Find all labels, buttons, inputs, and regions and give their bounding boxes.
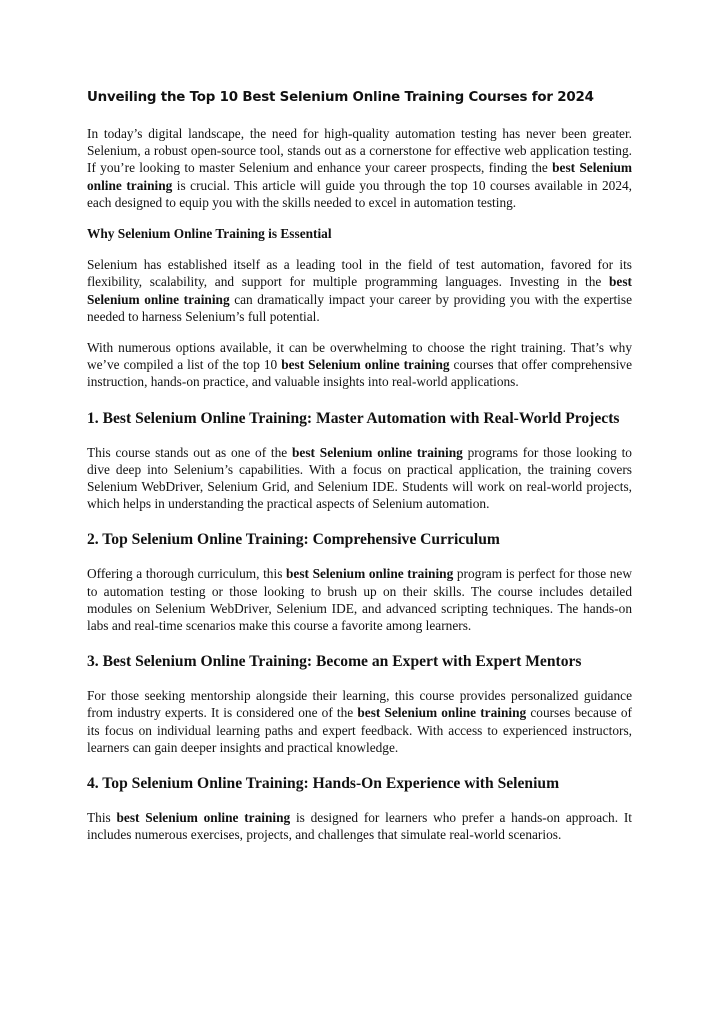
document-page (87, 88, 632, 843)
text-run: is designed for learners who prefer a hands-on approach. It includes numerous exercises, projects, and challenges that simulate real-world scenarios. (87, 810, 632, 843)
keyword-highlight: best Selenium online training (87, 160, 632, 193)
section-paragraph-4 (87, 809, 632, 843)
section-paragraph-1 (87, 444, 632, 513)
section-paragraph-3 (87, 687, 632, 756)
text-run: courses that offer comprehensive instruction, hands-on practice, and valuable insights into real-world applications. (87, 357, 632, 390)
section-heading-1: 1. Best Selenium Online Training: Master Automation with Real-World Projects (87, 409, 620, 427)
text-run: courses because of its focus on individual learning paths and expert feedback. With access to experienced instructors, learners can gain deeper insights and practical knowledge. (87, 705, 632, 755)
text-run: This (87, 810, 117, 826)
text-run: Selenium has established itself as a leading tool in the field of test automation, favored for its flexibility, scalability, and support for multiple programming languages. Investing in the (87, 257, 632, 290)
why-heading: Why Selenium Online Training is Essential (87, 226, 332, 242)
intro-paragraph (87, 125, 632, 211)
text-run: With numerous options available, it can be overwhelming to choose the right training. That’s why we’ve compiled a list of the top 10 (87, 340, 632, 373)
why-paragraph-2 (87, 339, 632, 391)
text-run: This course stands out as one of the (87, 444, 293, 460)
keyword-highlight: best Selenium online training (281, 357, 450, 373)
text-run: is crucial. This article will guide you through the top 10 courses available in 2024, each designed to equip you with the skills needed to excel in automation testing. (87, 177, 632, 210)
text-run: Offering a thorough curriculum, this (87, 566, 286, 582)
keyword-highlight: best Selenium online training (292, 444, 463, 460)
keyword-highlight: best Selenium online training (286, 566, 454, 582)
section-heading-3: 3. Best Selenium Online Training: Become an Expert with Expert Mentors (87, 653, 582, 671)
text-run: can dramatically impact your career by providing you with the expertise needed to harness Selenium’s full potential. (87, 291, 632, 324)
text-run: programs for those looking to dive deep into Selenium’s capabilities. With a focus on practical application, the training covers Selenium WebDriver, Selenium Grid, and Selenium IDE. Students will work on real-world projects, which helps in understanding the practical aspects of Selenium automation. (87, 444, 632, 512)
section-heading-4: 4. Top Selenium Online Training: Hands-On Experience with Selenium (87, 775, 560, 793)
why-paragraph-1 (87, 256, 632, 325)
section-heading-2: 2. Top Selenium Online Training: Comprehensive Curriculum (87, 531, 500, 549)
keyword-highlight: best Selenium online training (87, 274, 632, 307)
text-run: program is perfect for those new to automation testing or those looking to brush up on their skills. The course includes detailed modules on Selenium WebDriver, Selenium IDE, and advanced scripting techniques. The hands-on labs and real-time scenarios make this course a favorite among learners. (87, 566, 632, 634)
keyword-highlight: best Selenium online training (116, 810, 291, 826)
text-run: For those seeking mentorship alongside their learning, this course provides personalized guidance from industry experts. It is considered one of the (87, 688, 632, 721)
section-paragraph-2 (87, 565, 632, 634)
text-run: In today’s digital landscape, the need for high-quality automation testing has never been greater. Selenium, a robust open-source tool, stands out as a cornerstone for effective web application testing. If you’re looking to master Selenium and enhance your career prospects, finding the (87, 126, 632, 176)
keyword-highlight: best Selenium online training (357, 705, 527, 721)
page-title: Unveiling the Top 10 Best Selenium Online Training Courses for 2024 (87, 90, 594, 105)
